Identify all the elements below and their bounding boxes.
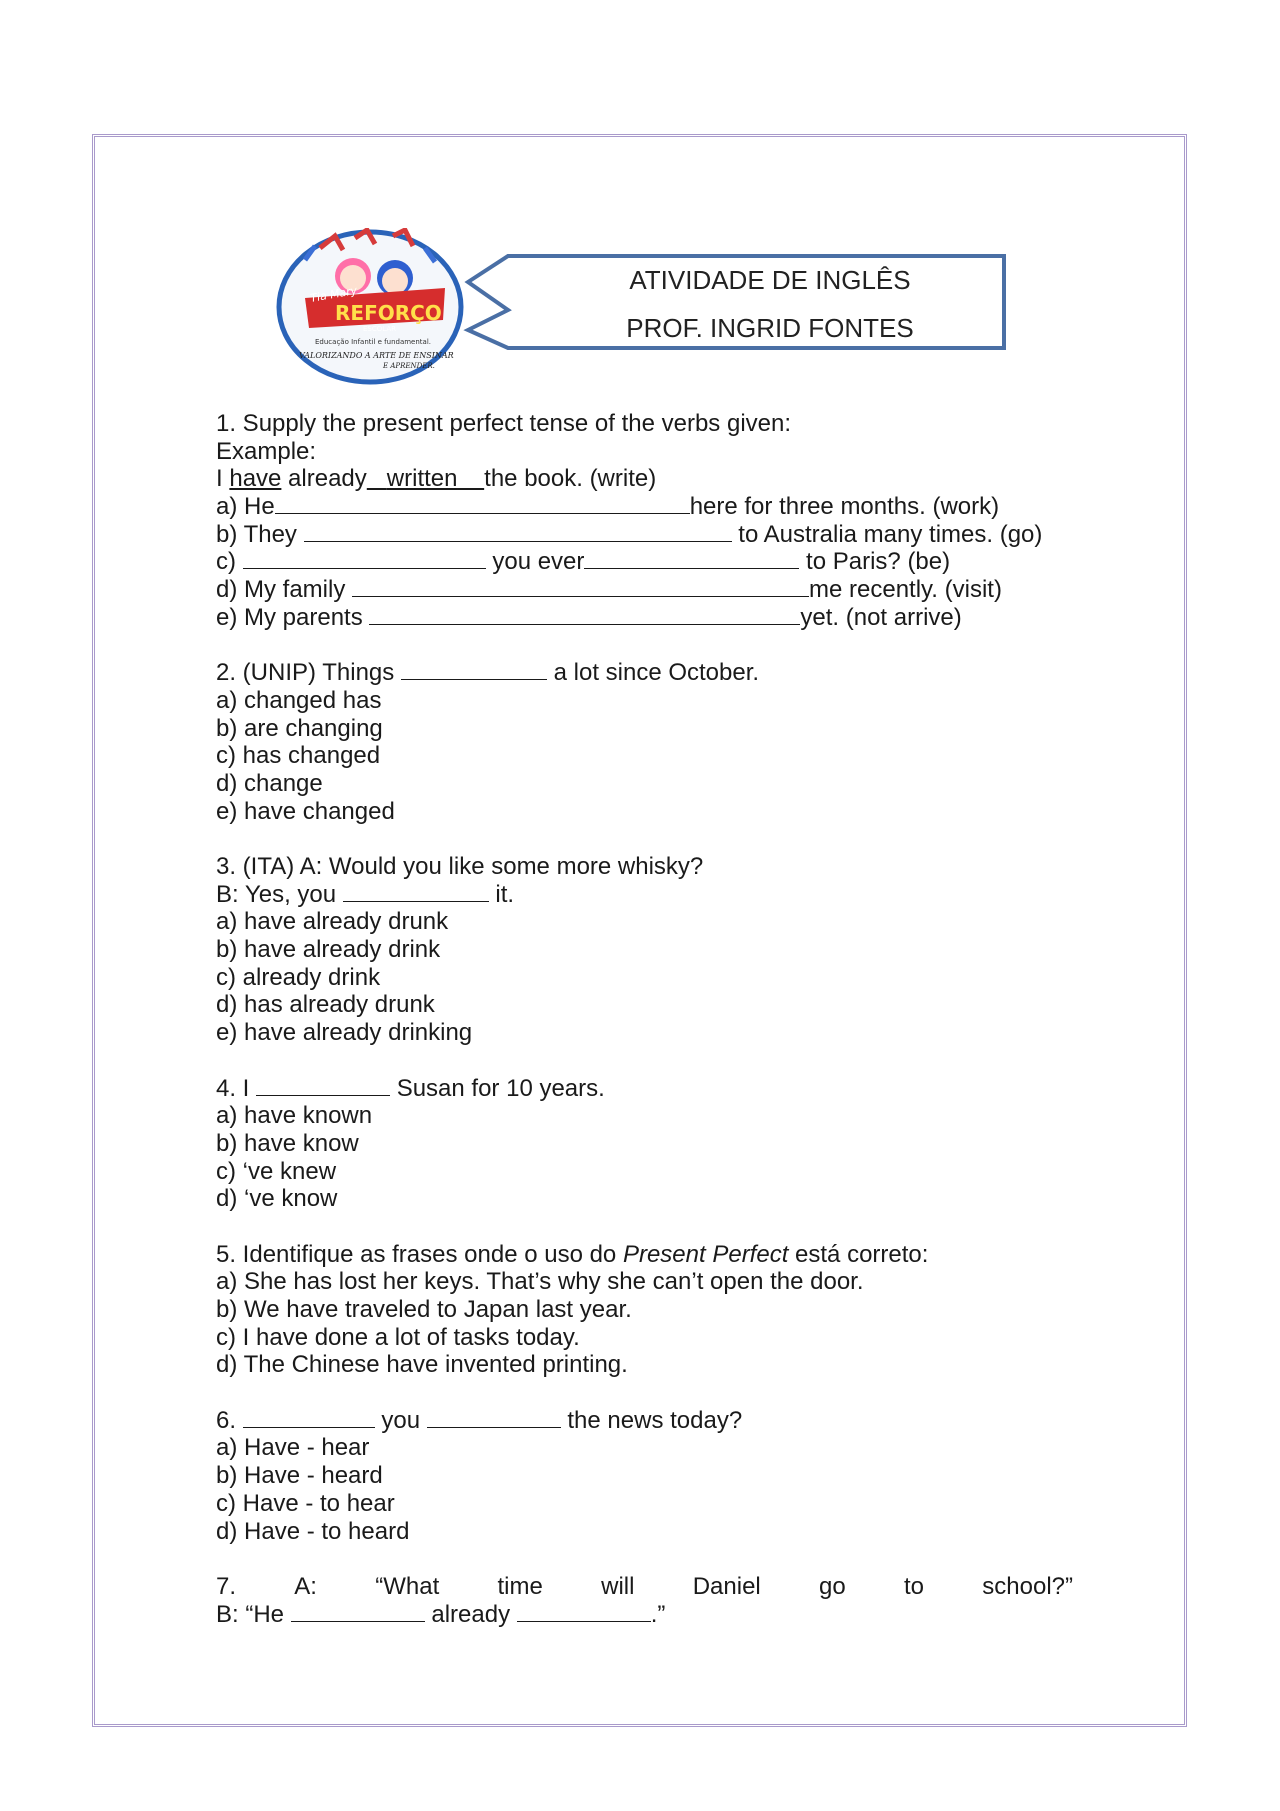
q5-option[interactable]: b) We have traveled to Japan last year.	[216, 1296, 632, 1323]
q3-line2: B: Yes, you it.	[216, 880, 515, 908]
q2-prompt: 2. (UNIP) Things a lot since October.	[216, 659, 760, 687]
q5-option[interactable]: a) She has lost her keys. That’s why she can’t open the door.	[216, 1268, 864, 1296]
q3-blank[interactable]	[343, 881, 489, 902]
q1-d-blank[interactable]	[352, 576, 809, 597]
q2-option[interactable]: e) have changed	[216, 797, 395, 825]
q6-option[interactable]: b) Have - heard	[216, 1462, 383, 1490]
q7-answer-line: B: “He already .”	[216, 1600, 666, 1628]
q5-option[interactable]: d) The Chinese have invented printing.	[216, 1351, 628, 1379]
q2-option[interactable]: a) changed has	[216, 686, 382, 714]
q4-blank[interactable]	[256, 1075, 390, 1096]
q1-item-a: a) He here for three months. (work)	[216, 493, 1000, 521]
q3-option[interactable]: b) have already drink	[216, 936, 441, 964]
q6-option[interactable]: c) Have - to hear	[216, 1489, 395, 1517]
q3-option[interactable]: c) already drink	[216, 963, 381, 991]
q2-blank[interactable]	[401, 659, 547, 680]
q6-option[interactable]: a) Have - hear	[216, 1434, 370, 1462]
q4-option[interactable]: d) ‘ve know	[216, 1185, 338, 1213]
logo-line6: E APRENDER.	[383, 362, 435, 370]
q1-prompt: 1. Supply the present perfect tense of the verbs given:	[216, 410, 792, 437]
logo-line3: ESCOLAR	[363, 325, 396, 333]
logo-line1: Tia Mary	[309, 283, 359, 305]
q1-a-blank[interactable]	[275, 493, 690, 514]
q1-e-blank[interactable]	[369, 604, 800, 625]
logo-line2: REFORÇO	[335, 301, 442, 325]
q3-prompt: 3. (ITA) A: Would you like some more whisky?	[216, 853, 704, 880]
q1-example-label: Example:	[216, 437, 317, 465]
q5-prompt: 5. Identifique as frases onde o uso do Present Perfect está correto:	[216, 1240, 929, 1268]
q4-option[interactable]: b) have know	[216, 1129, 359, 1157]
q1-c-blank-1[interactable]	[243, 548, 486, 569]
q7-blank-1[interactable]	[291, 1601, 425, 1622]
logo-line5: VALORIZANDO A ARTE DE ENSINAR	[299, 351, 454, 360]
q3-option[interactable]: d) has already drunk	[216, 991, 435, 1019]
q6-blank-1[interactable]	[243, 1407, 375, 1428]
q3-option[interactable]: a) have already drunk	[216, 908, 449, 936]
q7-prompt: 7. A: “What time will Daniel go to school?”	[216, 1572, 1073, 1600]
q7-blank-2[interactable]	[517, 1601, 651, 1622]
q4-prompt: 4. I Susan for 10 years.	[216, 1074, 605, 1102]
q6-blank-2[interactable]	[427, 1407, 561, 1428]
q2-option[interactable]: c) has changed	[216, 742, 381, 770]
q1-item-b: b) They to Australia many times. (go)	[216, 520, 1043, 548]
q6-option[interactable]: d) Have - to heard	[216, 1517, 410, 1545]
q1-item-e: e) My parents yet. (not arrive)	[216, 603, 962, 631]
q1-item-c: c) you ever to Paris? (be)	[216, 548, 951, 576]
q5-option[interactable]: c) I have done a lot of tasks today.	[216, 1323, 580, 1351]
q4-option[interactable]: a) have known	[216, 1102, 373, 1130]
q1-item-d: d) My family me recently. (visit)	[216, 576, 1002, 604]
teacher-name: PROF. INGRID FONTES	[626, 313, 914, 343]
q6-prompt: 6. you the news today?	[216, 1406, 743, 1434]
q1-b-blank[interactable]	[304, 521, 732, 542]
q4-option[interactable]: c) ‘ve knew	[216, 1157, 337, 1185]
q3-option[interactable]: e) have already drinking	[216, 1019, 473, 1047]
q1-example: I have already written the book. (write)	[216, 465, 657, 493]
exercise-content	[216, 410, 1076, 1628]
activity-title: ATIVIDADE DE INGLÊS	[629, 265, 911, 295]
q1-c-blank-2[interactable]	[584, 548, 799, 569]
q2-option[interactable]: b) are changing	[216, 714, 383, 742]
q2-option[interactable]: d) change	[216, 769, 323, 797]
logo-line4: Educação Infantil e fundamental.	[315, 338, 432, 346]
